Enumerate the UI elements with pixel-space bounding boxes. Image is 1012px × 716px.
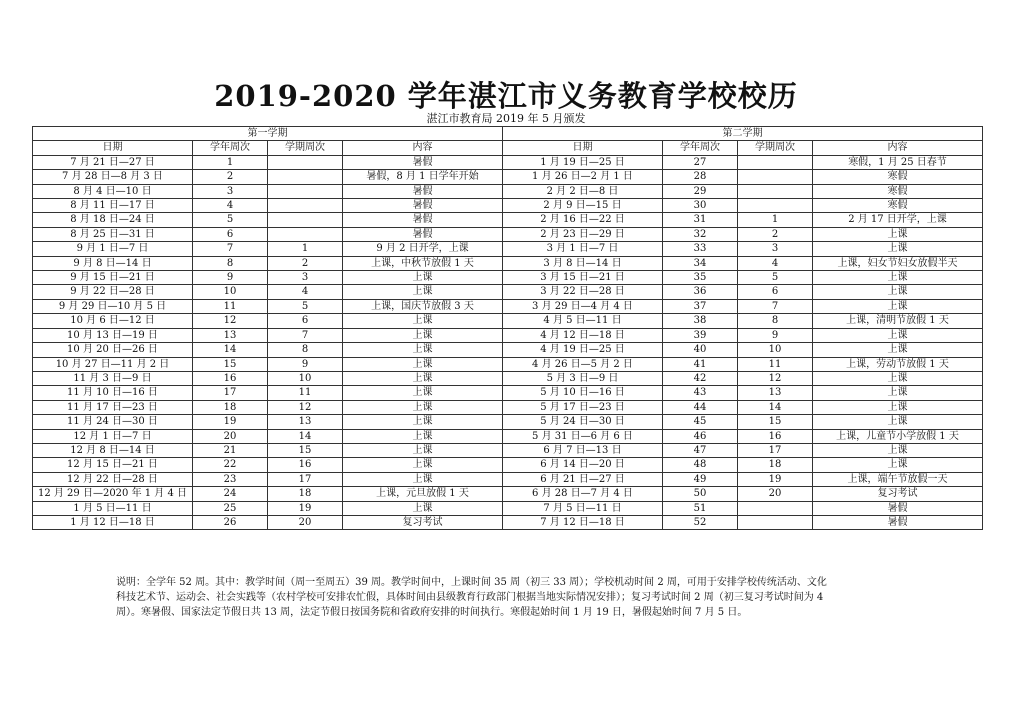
school-year-week: 28 [663, 170, 738, 184]
school-year-week: 27 [663, 155, 738, 169]
week-content: 上课 [343, 357, 503, 371]
school-year-week: 13 [193, 328, 268, 342]
week-content: 上课 [343, 314, 503, 328]
school-year-week: 12 [193, 314, 268, 328]
week-content: 上课，国庆节放假 3 天 [343, 299, 503, 313]
table-row [33, 429, 983, 443]
week-date-range: 8 月 18 日—24 日 [33, 213, 193, 227]
table-row [33, 343, 983, 357]
semester-week: 13 [738, 386, 813, 400]
semester-week [738, 515, 813, 529]
table-row [33, 487, 983, 501]
semester-week: 12 [738, 371, 813, 385]
school-year-week: 43 [663, 386, 738, 400]
school-year-week: 45 [663, 415, 738, 429]
school-year-week: 8 [193, 256, 268, 270]
week-date-range: 12 月 1 日—7 日 [33, 429, 193, 443]
week-date-range: 2 月 2 日—8 日 [503, 184, 663, 198]
table-row [33, 299, 983, 313]
school-year-week: 40 [663, 343, 738, 357]
semester-week: 15 [268, 443, 343, 457]
school-year-week: 52 [663, 515, 738, 529]
week-content: 上课，中秋节放假 1 天 [343, 256, 503, 270]
school-year-week: 32 [663, 227, 738, 241]
semester-1-label: 第一学期 [33, 127, 503, 141]
week-date-range: 11 月 3 日—9 日 [33, 371, 193, 385]
week-content: 上课，元旦放假 1 天 [343, 487, 503, 501]
week-date-range: 10 月 20 日—26 日 [33, 343, 193, 357]
semester-week [738, 184, 813, 198]
week-date-range: 1 月 5 日—11 日 [33, 501, 193, 515]
semester-week: 11 [738, 357, 813, 371]
week-date-range: 7 月 21 日—27 日 [33, 155, 193, 169]
school-year-week: 47 [663, 443, 738, 457]
school-year-week: 20 [193, 429, 268, 443]
week-content: 上课 [813, 328, 983, 342]
semester-week: 11 [268, 386, 343, 400]
school-year-week: 49 [663, 472, 738, 486]
week-content: 暑假 [343, 199, 503, 213]
week-content: 上课 [343, 271, 503, 285]
week-date-range: 7 月 28 日—8 月 3 日 [33, 170, 193, 184]
table-row [33, 227, 983, 241]
week-content: 上课 [813, 371, 983, 385]
semester-week [268, 184, 343, 198]
column-header: 内容 [813, 141, 983, 155]
school-year-week: 26 [193, 515, 268, 529]
semester-header-row [33, 127, 983, 141]
school-year-week: 21 [193, 443, 268, 457]
column-header: 内容 [343, 141, 503, 155]
week-date-range: 5 月 31 日—6 月 6 日 [503, 429, 663, 443]
school-year-week: 24 [193, 487, 268, 501]
week-content: 上课 [343, 400, 503, 414]
week-content: 上课，劳动节放假 1 天 [813, 357, 983, 371]
week-content: 上课，儿童节小学放假 1 天 [813, 429, 983, 443]
week-date-range: 2 月 16 日—22 日 [503, 213, 663, 227]
week-date-range: 1 月 12 日—18 日 [33, 515, 193, 529]
school-year-week: 9 [193, 271, 268, 285]
table-row [33, 400, 983, 414]
column-header: 日期 [503, 141, 663, 155]
semester-week: 17 [738, 443, 813, 457]
week-content: 上课 [813, 271, 983, 285]
semester-2-label: 第二学期 [503, 127, 983, 141]
column-header-row [33, 141, 983, 155]
week-date-range: 1 月 19 日—25 日 [503, 155, 663, 169]
school-year-week: 33 [663, 242, 738, 256]
week-content: 上课 [813, 285, 983, 299]
school-year-week: 14 [193, 343, 268, 357]
school-year-week: 16 [193, 371, 268, 385]
semester-week [268, 227, 343, 241]
column-header: 学年周次 [663, 141, 738, 155]
table-row [33, 213, 983, 227]
school-year-week: 41 [663, 357, 738, 371]
semester-week: 10 [738, 343, 813, 357]
week-content: 上课 [343, 371, 503, 385]
school-year-week: 1 [193, 155, 268, 169]
week-content: 上课 [813, 458, 983, 472]
week-date-range: 2 月 9 日—15 日 [503, 199, 663, 213]
week-date-range: 5 月 3 日—9 日 [503, 371, 663, 385]
column-header: 日期 [33, 141, 193, 155]
week-content: 暑假 [343, 184, 503, 198]
semester-week: 16 [738, 429, 813, 443]
semester-week: 6 [268, 314, 343, 328]
week-content: 上课 [343, 343, 503, 357]
school-year-week: 5 [193, 213, 268, 227]
semester-week: 20 [268, 515, 343, 529]
school-year-week: 30 [663, 199, 738, 213]
table-row [33, 184, 983, 198]
school-year-week: 23 [193, 472, 268, 486]
semester-week: 14 [268, 429, 343, 443]
semester-week: 18 [738, 458, 813, 472]
week-date-range: 8 月 11 日—17 日 [33, 199, 193, 213]
table-row [33, 371, 983, 385]
table-row [33, 256, 983, 270]
week-date-range: 4 月 5 日—11 日 [503, 314, 663, 328]
week-content: 上课 [343, 501, 503, 515]
week-content: 寒假 [813, 184, 983, 198]
table-row [33, 357, 983, 371]
week-date-range: 8 月 25 日—31 日 [33, 227, 193, 241]
school-year-week: 42 [663, 371, 738, 385]
school-year-week: 48 [663, 458, 738, 472]
table-row [33, 515, 983, 529]
semester-week: 20 [738, 487, 813, 501]
note-line: 说明：全学年 52 周。其中：教学时间（周一至周五）39 周。教学时间中，上课时间 35 周（初三 33 周）；学校机动时间 2 周，可用于安排学校传统活动、文化 [116, 577, 827, 588]
school-year-week: 22 [193, 458, 268, 472]
week-content: 上课 [813, 227, 983, 241]
week-date-range: 5 月 17 日—23 日 [503, 400, 663, 414]
calendar-body [33, 155, 983, 530]
semester-week [738, 501, 813, 515]
table-row [33, 155, 983, 169]
table-row [33, 443, 983, 457]
week-content: 寒假 [813, 170, 983, 184]
week-content: 2 月 17 日开学，上课 [813, 213, 983, 227]
week-content: 上课，妇女节妇女放假半天 [813, 256, 983, 270]
week-date-range: 11 月 24 日—30 日 [33, 415, 193, 429]
school-year-week: 39 [663, 328, 738, 342]
explanation-note [116, 575, 976, 620]
week-date-range: 12 月 15 日—21 日 [33, 458, 193, 472]
school-year-week: 11 [193, 299, 268, 313]
semester-week: 19 [268, 501, 343, 515]
school-year-week: 19 [193, 415, 268, 429]
semester-week [268, 170, 343, 184]
semester-week: 6 [738, 285, 813, 299]
school-year-week: 51 [663, 501, 738, 515]
week-date-range: 9 月 8 日—14 日 [33, 256, 193, 270]
week-content: 上课，端午节放假一天 [813, 472, 983, 486]
semester-week: 8 [268, 343, 343, 357]
school-year-week: 35 [663, 271, 738, 285]
school-year-week: 50 [663, 487, 738, 501]
week-date-range: 3 月 15 日—21 日 [503, 271, 663, 285]
semester-week [738, 155, 813, 169]
week-date-range: 6 月 14 日—20 日 [503, 458, 663, 472]
week-content: 上课 [343, 429, 503, 443]
week-date-range: 12 月 22 日—28 日 [33, 472, 193, 486]
column-header: 学年周次 [193, 141, 268, 155]
school-year-week: 34 [663, 256, 738, 270]
semester-week: 5 [268, 299, 343, 313]
school-year-week: 7 [193, 242, 268, 256]
week-content: 暑假 [813, 501, 983, 515]
semester-week: 18 [268, 487, 343, 501]
table-row [33, 458, 983, 472]
table-row [33, 242, 983, 256]
week-content: 上课，清明节放假 1 天 [813, 314, 983, 328]
week-date-range: 11 月 17 日—23 日 [33, 400, 193, 414]
school-year-week: 17 [193, 386, 268, 400]
calendar-table [32, 126, 983, 530]
week-content: 复习考试 [813, 487, 983, 501]
week-date-range: 7 月 5 日—11 日 [503, 501, 663, 515]
week-date-range: 7 月 12 日—18 日 [503, 515, 663, 529]
week-date-range: 3 月 1 日—7 日 [503, 242, 663, 256]
week-content: 复习考试 [343, 515, 503, 529]
school-year-week: 31 [663, 213, 738, 227]
page-title: 2019-2020 学年湛江市义务教育学校校历 [214, 79, 798, 113]
week-date-range: 2 月 23 日—29 日 [503, 227, 663, 241]
week-content: 上课 [813, 443, 983, 457]
week-date-range: 3 月 22 日—28 日 [503, 285, 663, 299]
semester-week: 17 [268, 472, 343, 486]
table-row [33, 415, 983, 429]
school-year-week: 37 [663, 299, 738, 313]
note-line: 周）。寒暑假、国家法定节假日共 13 周，法定节假日按国务院和省政府安排的时间执行。寒假起始时间 1 月 19 日，暑假起始时间 7 月 5 日。 [116, 607, 748, 618]
semester-week: 9 [738, 328, 813, 342]
semester-week: 8 [738, 314, 813, 328]
week-date-range: 9 月 15 日—21 日 [33, 271, 193, 285]
week-content: 上课 [343, 328, 503, 342]
semester-week: 3 [738, 242, 813, 256]
semester-week: 2 [738, 227, 813, 241]
school-year-week: 29 [663, 184, 738, 198]
week-date-range: 9 月 1 日—7 日 [33, 242, 193, 256]
table-row [33, 472, 983, 486]
semester-week [268, 213, 343, 227]
week-content: 暑假 [813, 515, 983, 529]
semester-week [738, 199, 813, 213]
week-content: 上课 [343, 415, 503, 429]
semester-week: 19 [738, 472, 813, 486]
week-date-range: 12 月 8 日—14 日 [33, 443, 193, 457]
school-year-week: 10 [193, 285, 268, 299]
week-content: 上课 [813, 299, 983, 313]
week-date-range: 10 月 6 日—12 日 [33, 314, 193, 328]
week-date-range: 6 月 28 日—7 月 4 日 [503, 487, 663, 501]
week-date-range: 10 月 27 日—11 月 2 日 [33, 357, 193, 371]
table-row [33, 314, 983, 328]
week-content: 寒假 [813, 199, 983, 213]
school-year-week: 46 [663, 429, 738, 443]
note-line: 科技艺术节、运动会、社会实践等（农村学校可安排农忙假，具体时间由县级教育行政部门根据当地实际情况安排）；复习考试时间 2 周（初三复习考试时间为 4 [116, 592, 824, 603]
week-date-range: 1 月 26 日—2 月 1 日 [503, 170, 663, 184]
semester-week: 7 [268, 328, 343, 342]
school-year-week: 15 [193, 357, 268, 371]
table-row [33, 285, 983, 299]
issuer-line: 湛江市教育局 2019 年 5 月颁发 [426, 112, 586, 125]
week-content: 暑假，8 月 1 日学年开始 [343, 170, 503, 184]
week-content: 上课 [813, 343, 983, 357]
school-year-week: 18 [193, 400, 268, 414]
week-date-range: 6 月 21 日—27 日 [503, 472, 663, 486]
week-content: 上课 [813, 242, 983, 256]
semester-week: 16 [268, 458, 343, 472]
week-content: 寒假，1 月 25 日春节 [813, 155, 983, 169]
column-header: 学期周次 [268, 141, 343, 155]
week-date-range: 4 月 19 日—25 日 [503, 343, 663, 357]
week-date-range: 3 月 8 日—14 日 [503, 256, 663, 270]
column-header: 学期周次 [738, 141, 813, 155]
semester-week: 1 [268, 242, 343, 256]
week-date-range: 4 月 26 日—5 月 2 日 [503, 357, 663, 371]
week-date-range: 3 月 29 日—4 月 4 日 [503, 299, 663, 313]
week-content: 上课 [813, 415, 983, 429]
school-year-week: 25 [193, 501, 268, 515]
week-date-range: 6 月 7 日—13 日 [503, 443, 663, 457]
week-content: 暑假 [343, 227, 503, 241]
semester-week: 15 [738, 415, 813, 429]
school-year-week: 2 [193, 170, 268, 184]
semester-week: 7 [738, 299, 813, 313]
week-content: 上课 [343, 285, 503, 299]
school-year-week: 36 [663, 285, 738, 299]
week-content: 上课 [813, 386, 983, 400]
week-date-range: 5 月 24 日—30 日 [503, 415, 663, 429]
school-year-week: 3 [193, 184, 268, 198]
table-row [33, 501, 983, 515]
semester-week: 13 [268, 415, 343, 429]
semester-week: 9 [268, 357, 343, 371]
semester-week: 10 [268, 371, 343, 385]
semester-week: 5 [738, 271, 813, 285]
week-content: 9 月 2 日开学，上课 [343, 242, 503, 256]
semester-week: 2 [268, 256, 343, 270]
week-content: 上课 [343, 443, 503, 457]
school-year-week: 6 [193, 227, 268, 241]
week-date-range: 8 月 4 日—10 日 [33, 184, 193, 198]
week-content: 上课 [343, 386, 503, 400]
week-date-range: 5 月 10 日—16 日 [503, 386, 663, 400]
week-date-range: 11 月 10 日—16 日 [33, 386, 193, 400]
week-content: 暑假 [343, 213, 503, 227]
semester-week: 1 [738, 213, 813, 227]
week-date-range: 4 月 12 日—18 日 [503, 328, 663, 342]
table-row [33, 386, 983, 400]
semester-week: 4 [268, 285, 343, 299]
semester-week: 4 [738, 256, 813, 270]
week-content: 上课 [343, 472, 503, 486]
week-date-range: 9 月 29 日—10 月 5 日 [33, 299, 193, 313]
week-date-range: 10 月 13 日—19 日 [33, 328, 193, 342]
table-row [33, 328, 983, 342]
table-row [33, 170, 983, 184]
semester-week [268, 155, 343, 169]
semester-week: 3 [268, 271, 343, 285]
semester-week [738, 170, 813, 184]
week-date-range: 9 月 22 日—28 日 [33, 285, 193, 299]
school-year-week: 44 [663, 400, 738, 414]
semester-week: 14 [738, 400, 813, 414]
semester-week: 12 [268, 400, 343, 414]
table-row [33, 199, 983, 213]
week-content: 上课 [343, 458, 503, 472]
week-date-range: 12 月 29 日—2020 年 1 月 4 日 [33, 487, 193, 501]
semester-week [268, 199, 343, 213]
week-content: 暑假 [343, 155, 503, 169]
table-row [33, 271, 983, 285]
school-year-week: 4 [193, 199, 268, 213]
week-content: 上课 [813, 400, 983, 414]
school-year-week: 38 [663, 314, 738, 328]
